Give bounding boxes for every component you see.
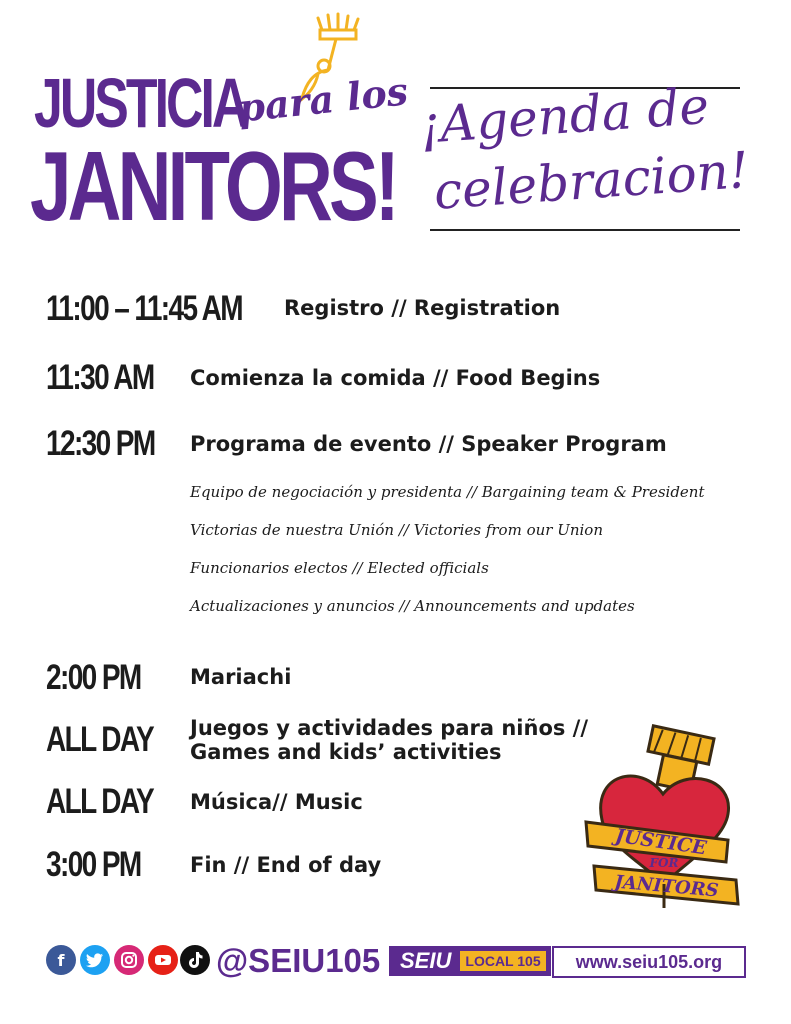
- agenda-activity-6: Música// Music: [190, 790, 363, 814]
- agenda-time-2: 11:30 AM: [46, 358, 154, 397]
- local-105-badge: LOCAL 105: [460, 951, 546, 971]
- facebook-icon[interactable]: f: [46, 945, 76, 975]
- logo-janitors: JANITORS!: [30, 131, 396, 241]
- agenda-activity-3: Programa de evento // Speaker Program: [190, 432, 667, 456]
- justice-heart-badge: [578, 722, 748, 912]
- title-line-1: ¡Agenda de: [418, 76, 711, 155]
- website-link[interactable]: www.seiu105.org: [575, 952, 723, 972]
- agenda-detail-2: Victorias de nuestra Unión // Victories from our Union: [190, 521, 603, 539]
- tiktok-icon[interactable]: [180, 945, 210, 975]
- badge-text-for: FOR: [649, 856, 679, 870]
- agenda-activity-4: Mariachi: [190, 665, 292, 689]
- instagram-icon[interactable]: [114, 945, 144, 975]
- agenda-detail-3: Funcionarios electos // Elected officials: [190, 559, 489, 577]
- seiu-logo-text: SEIU: [400, 948, 452, 973]
- logo-para-los: para los: [236, 68, 411, 131]
- agenda-detail-1: Equipo de negociación y presidenta // Bargaining team & President: [190, 483, 705, 501]
- agenda-time-6: ALL DAY: [46, 782, 154, 821]
- twitter-icon[interactable]: [80, 945, 110, 975]
- agenda-time-7: 3:00 PM: [46, 845, 141, 884]
- badge-text-justice: JUSTICE: [613, 824, 708, 860]
- youtube-icon[interactable]: [148, 945, 178, 975]
- agenda-time-5: ALL DAY: [46, 720, 154, 759]
- title-bottom-rule: [430, 229, 740, 231]
- agenda-activity-7: Fin // End of day: [190, 853, 382, 877]
- agenda-time-3: 12:30 PM: [46, 424, 155, 463]
- agenda-activity-5-line-1: Juegos y actividades para niños //: [190, 716, 589, 740]
- social-handle[interactable]: @SEIU105: [216, 942, 381, 979]
- agenda-detail-4: Actualizaciones y anuncios // Announcements and updates: [190, 597, 635, 615]
- agenda-activity-2: Comienza la comida // Food Begins: [190, 366, 601, 390]
- badge-text-janitors: JANITORS: [613, 871, 720, 902]
- agenda-time-1: 11:00 – 11:45 AM: [46, 289, 242, 328]
- agenda-time-4: 2:00 PM: [46, 658, 141, 697]
- logo-justicia: JUSTICIA: [34, 64, 247, 142]
- title-line-2: celebracion!: [432, 141, 751, 221]
- agenda-activity-5-line-2: Games and kids’ activities: [190, 740, 502, 764]
- agenda-activity-1: Registro // Registration: [284, 296, 561, 320]
